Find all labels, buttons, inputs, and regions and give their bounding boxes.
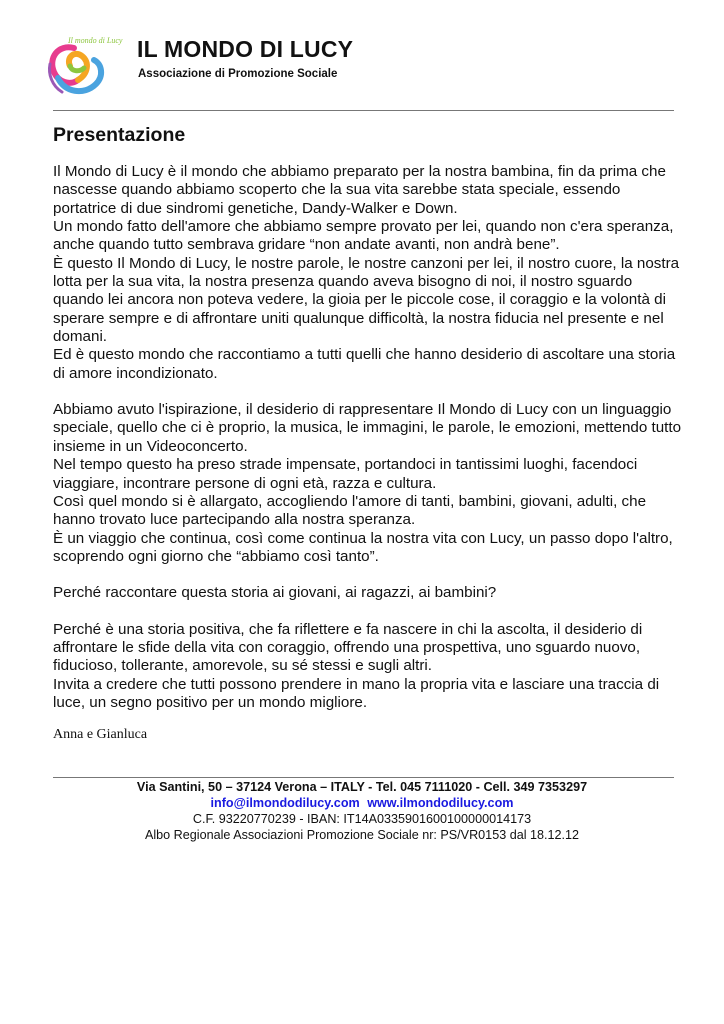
footer-tax-info: C.F. 93220770239 - IBAN: IT14A0335901600100000014173 — [192, 812, 532, 826]
signature: Anna e Gianluca — [53, 727, 148, 742]
paragraph-gap — [53, 603, 683, 621]
paragraph: Invita a credere che tutti possono prendere in mano la propria vita e lasciare una traccia di luce, un segno positivo per un mondo migliore. — [53, 675, 660, 711]
email-link[interactable]: info@ilmondodilucy.com — [210, 796, 360, 810]
paragraph-gap — [53, 566, 683, 584]
footer-registry: Albo Regionale Associazioni Promozione Sociale nr: PS/VR0153 dal 18.12.12 — [144, 828, 580, 842]
organization-subtitle: Associazione di Promozione Sociale — [138, 68, 338, 80]
paragraph-gap — [53, 383, 683, 401]
website-link[interactable]: www.ilmondodilucy.com — [367, 796, 514, 810]
paragraph: Così quel mondo si è allargato, accogliendo l'amore di tanti, bambini, giovani, adulti, che hanno trovato luce partecipando alla nostra speranza. — [53, 492, 647, 529]
paragraph: È un viaggio che continua, così come continua la nostra vita con Lucy, un passo dopo l'altro, scoprendo ogni giorno che “abbiamo così tanto”. — [53, 529, 673, 565]
header-divider — [53, 110, 674, 111]
paragraph: È questo Il Mondo di Lucy, le nostre parole, le nostre canzoni per lei, il nostro cuore, la nostra lotta per la sua vita, la nostra presenza quando aveva bisogno di noi, il nostro sguardo quando lei ancora non poteva vedere, la gioia per le piccole cose, il coraggio e la volontà di sperare sempre e di affrontare uniti qualunque difficoltà, la nostra fiducia nel presente e nel domani. — [53, 254, 680, 346]
paragraph: Un mondo fatto dell'amore che abbiamo sempre provato per lei, quando non c'era speranza, anche quando tutto sembrava gridare “non andate avanti, non andrà bene”. — [53, 218, 674, 254]
logo-text: Il mondo di Lucy — [68, 36, 123, 45]
paragraph: Perché è una storia positiva, che fa riflettere e fa nascere in chi la ascolta, il desiderio di affrontare le sfide della vita con coraggio, offrendo una prospettiva, uno sguardo nuovo, fiducioso, tollerante, amorevole, su sé stessi e sugli altri. — [53, 620, 643, 675]
paragraph: Abbiamo avuto l'ispirazione, il desiderio di rappresentare Il Mondo di Lucy con un linguaggio speciale, quello che ci è proprio, la musica, le immagini, le parole, le emozioni, mettendo tutto insieme in un Videoconcerto. — [53, 401, 682, 455]
association-logo — [44, 34, 123, 102]
footer-contacts — [0, 795, 724, 811]
footer-address: Via Santini, 50 – 37124 Verona – ITALY - Tel. 045 7111020 - Cell. 349 7353297 — [136, 780, 588, 794]
organization-title: IL MONDO DI LUCY — [137, 36, 354, 62]
paragraph: Il Mondo di Lucy è il mondo che abbiamo preparato per la nostra bambina, fin da prima che nascesse quando abbiamo scoperto che la sua vita sarebbe stata speciale, essendo portatrice di due sindromi genetiche, Dandy-Walker e Down. — [53, 163, 666, 217]
paragraph: Nel tempo questo ha preso strade impensate, portandoci in tantissimi luoghi, facendoci viaggiare, incontrare persone di ogni età, razza e cultura. — [53, 456, 638, 492]
paragraph: Ed è questo mondo che raccontiamo a tutti quelli che hanno desiderio di ascoltare una storia di amore incondizionato. — [53, 346, 676, 382]
presentation-body — [53, 163, 683, 712]
section-heading: Presentazione — [53, 124, 186, 146]
footer — [0, 779, 724, 843]
question-paragraph: Perché raccontare questa storia ai giovani, ai ragazzi, ai bambini? — [53, 584, 497, 602]
footer-divider — [53, 777, 674, 778]
